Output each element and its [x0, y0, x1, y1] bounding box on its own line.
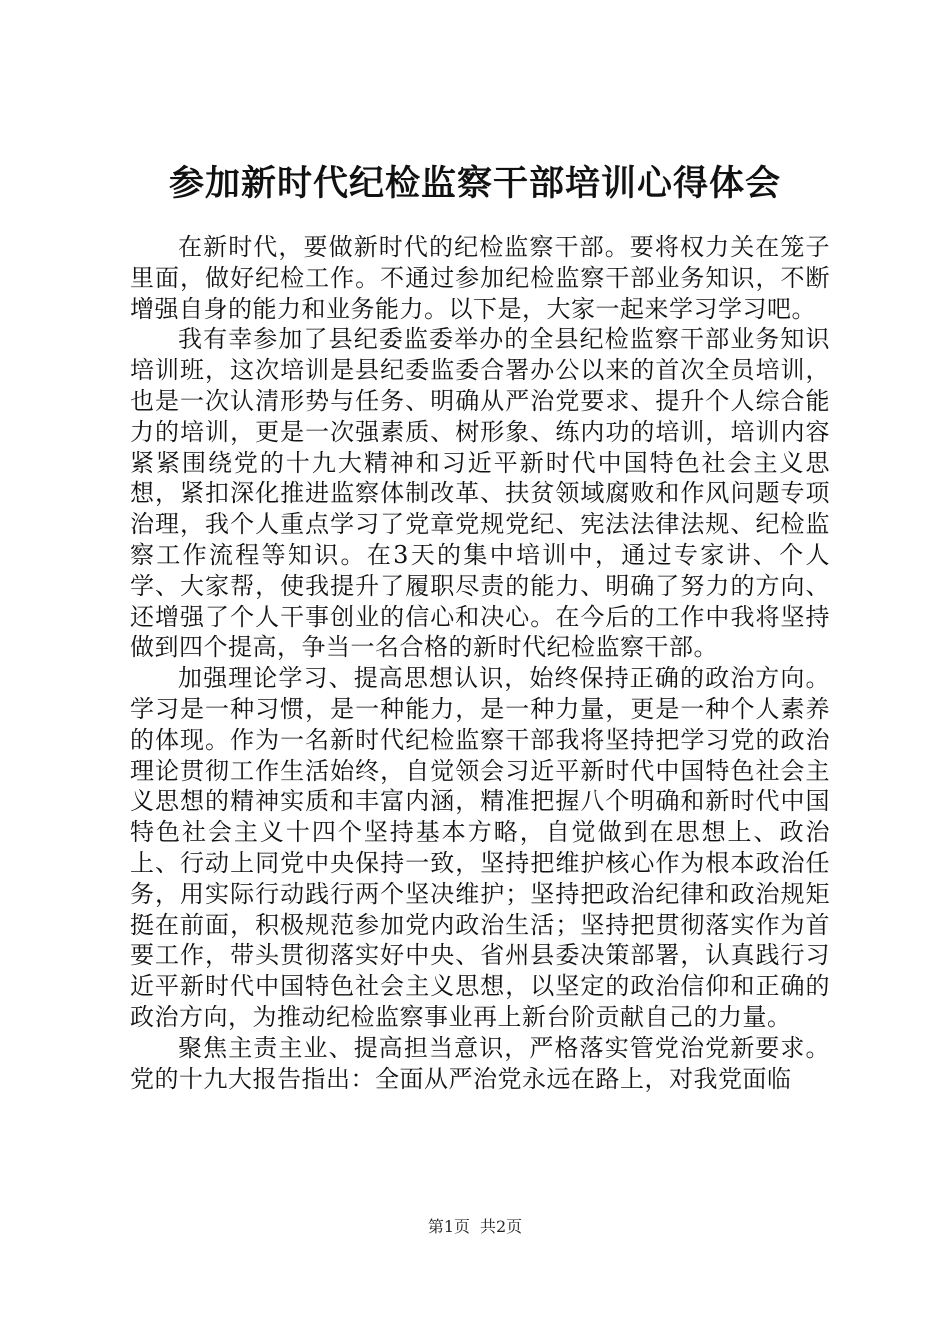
page-footer [0, 1216, 950, 1238]
paragraph-training: 我有幸参加了县纪委监委举办的全县纪检监察干部业务知识培训班，这次培训是县纪委监委合署办公以来的首次全员培训，也是一次认清形势与任务、明确从严治党要求、提升个人综合能力的培训，更是一次强素质、树形象、练内功的培训，培训内容紧紧围绕党的十九大精神和习近平新时代中国特色社会主义思想，紧扣深化推进监察体制改革、扶贫领域腐败和作风问题专项治理，我个人重点学习了党章党规党纪、宪法法律法规、纪检监察工作流程等知识。在3天的集中培训中，通过专家讲、个人学、大家帮，使我提升了履职尽责的能力、明确了努力的方向、还增强了个人干事创业的信心和决心。在今后的工作中我将坚持做到四个提高，争当一名合格的新时代纪检监察干部。 [130, 325, 830, 662]
page-number: 第1页 [427, 1217, 470, 1236]
document-body [130, 232, 830, 1094]
paragraph-intro: 在新时代，要做新时代的纪检监察干部。要将权力关在笼子里面，做好纪检工作。不通过参加纪检监察干部业务知识，不断增强自身的能力和业务能力。以下是，大家一起来学习学习吧。 [130, 233, 830, 323]
paragraph-theory-study: 加强理论学习、提高思想认识，始终保持正确的政治方向。学习是一种习惯，是一种能力，是一种力量，更是一种个人素养的体现。作为一名新时代纪检监察干部我将坚持把学习党的政治理论贯彻工作生活始终，自觉领会习近平新时代中国特色社会主义思想的精神实质和丰富内涵，精准把握八个明确和新时代中国特色社会主义十四个坚持基本方略，自觉做到在思想上、政治上、行动上同党中央保持一致，坚持把维护核心作为根本政治任务，用实际行动践行两个坚决维护；坚持把政治纪律和政治规矩挺在前面，积极规范参加党内政治生活；坚持把贯彻落实作为首要工作，带头贯彻落实好中央、省州县委决策部署，认真践行习近平新时代中国特色社会主义思想，以坚定的政治信仰和正确的政治方向，为推动纪检监察事业再上新台阶贡献自己的力量。 [130, 664, 830, 1031]
paragraph-responsibility: 聚焦主责主业、提高担当意识，严格落实管党治党新要求。党的十九大报告指出：全面从严治党永远在路上，对我党面临 [130, 1033, 830, 1093]
page-total: 共2页 [480, 1217, 523, 1236]
document-title: 参加新时代纪检监察干部培训心得体会 [168, 163, 781, 204]
